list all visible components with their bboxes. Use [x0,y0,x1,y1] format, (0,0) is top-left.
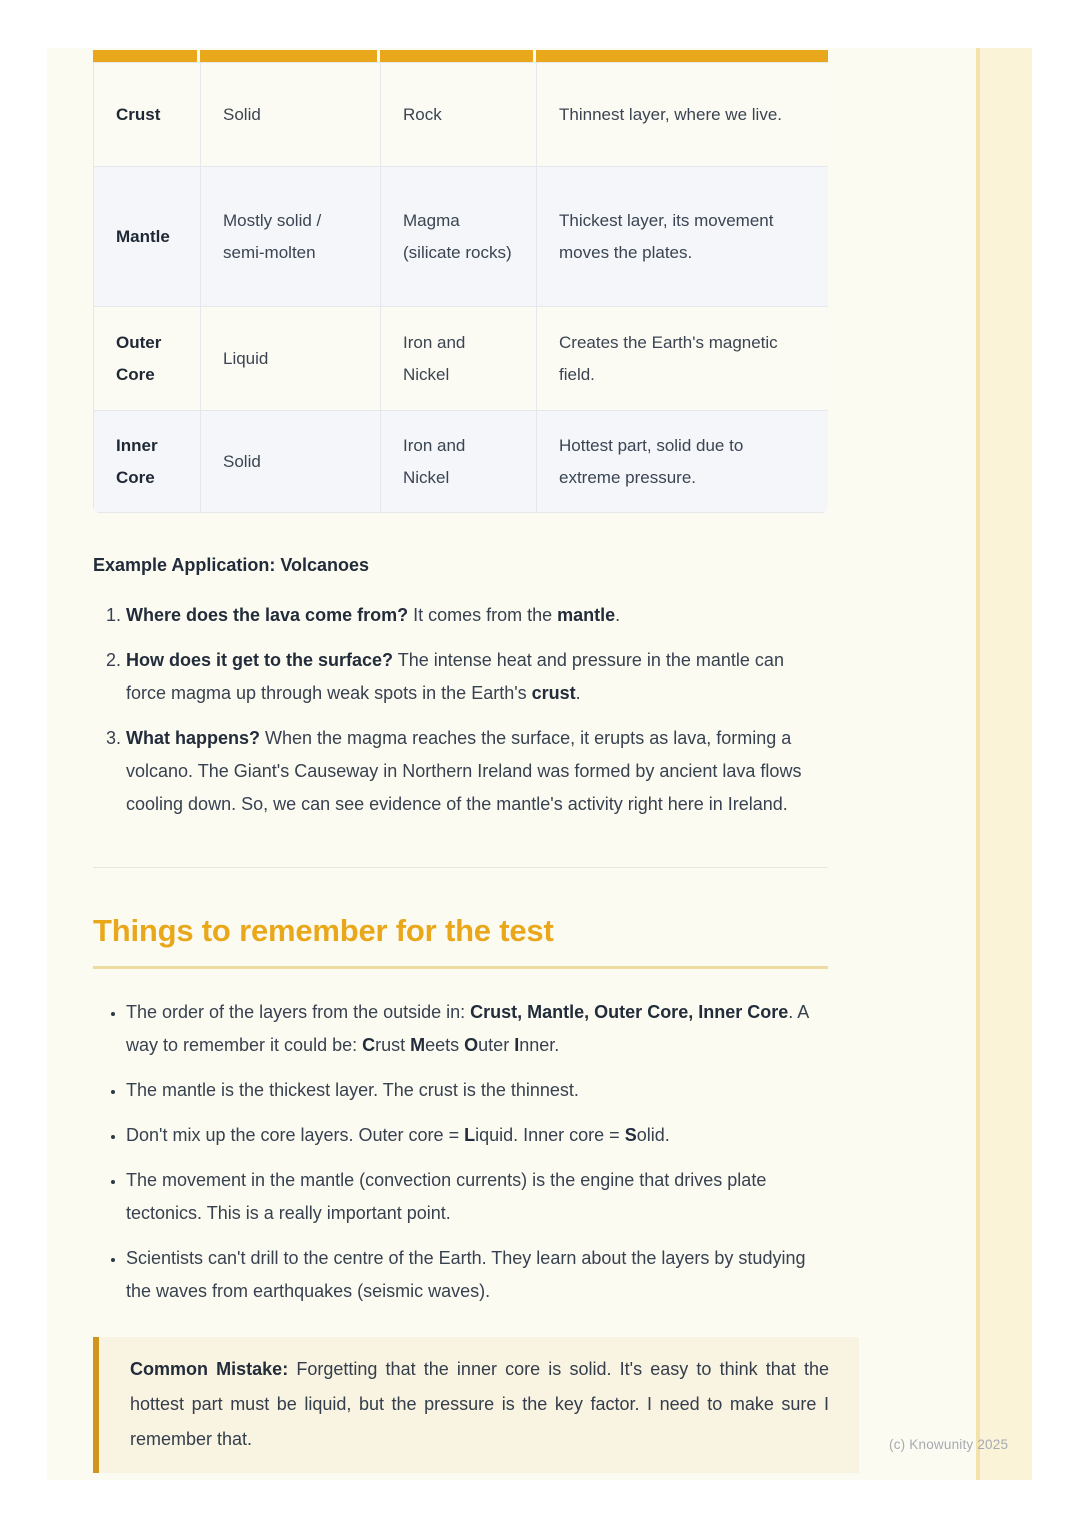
notes-page [47,48,1032,1480]
section-divider [93,867,828,868]
table-row [94,411,829,513]
composition-cell: Rock [381,63,537,167]
text: uter [478,1035,515,1055]
text: . [575,683,581,703]
description-cell: Thickest layer, its movement moves the plates. [537,167,829,307]
text: The order of the layers from the outside in: [126,1002,471,1022]
example-ordered-list [93,599,828,821]
composition-cell: Magma (silicate rocks) [381,167,537,307]
bold-text: S [624,1125,637,1145]
reminder-list-item [126,1074,828,1107]
state-cell: Solid [201,411,381,513]
table-top-bar-segment [93,50,197,62]
text: nner. [519,1035,560,1055]
layers-table-grid [93,62,828,513]
bold-text: M [410,1035,426,1055]
reminder-list-item [126,1242,828,1308]
reminder-list-item [126,996,828,1062]
example-list-item [126,599,828,632]
text: rust [375,1035,411,1055]
bold-text: I [514,1035,520,1055]
example-application-heading: Example Application: Volcanoes [93,555,370,575]
table-top-bar-segment [200,50,377,62]
text: iquid. Inner core = [475,1125,625,1145]
text: It comes from the [408,605,558,625]
bold-text: How does it get to the surface? [126,650,394,670]
text: The movement in the mantle (convection currents) is the engine that drives plate tectonics. This is a really important point. [126,1170,767,1223]
table-top-bar [93,50,828,62]
bold-text: Crust, Mantle, Outer Core, Inner Core [470,1002,789,1022]
reminders-bullet-list [93,996,828,1308]
state-cell: Mostly solid / semi-molten [201,167,381,307]
page-content [93,48,828,1473]
state-cell: Solid [201,63,381,167]
text: The mantle is the thickest layer. The crust is the thinnest. [126,1080,579,1100]
layer-name-cell: Outer Core [94,307,201,411]
text: Forgetting that the inner core is solid. It's easy to think that the hottest part must be liquid, but the pressure is the key factor. I need to make sure I remember that. [130,1359,829,1449]
description-cell: Thinnest layer, where we live. [537,63,829,167]
description-cell: Hottest part, solid due to extreme pressure. [537,411,829,513]
page-right-margin-strip [976,48,1032,1480]
callout-text [130,1352,829,1457]
copyright-watermark: (c) Knowunity 2025 [889,1437,1009,1452]
bold-text: O [464,1035,479,1055]
text: olid. [636,1125,670,1145]
layer-name-cell: Crust [94,63,201,167]
example-list-item [126,722,828,821]
bold-text: Common Mistake: [130,1359,289,1379]
reminder-list-item [126,1119,828,1152]
text: . [615,605,621,625]
text: Scientists can't drill to the centre of the Earth. They learn about the layers by studying the waves from earthquakes (seismic waves). [126,1248,806,1301]
layer-name-cell: Mantle [94,167,201,307]
layers-table-body [94,63,829,513]
bold-text: Where does the lava come from? [126,605,409,625]
composition-cell: Iron and Nickel [381,411,537,513]
state-cell: Liquid [201,307,381,411]
bold-text: crust [531,683,576,703]
composition-cell: Iron and Nickel [381,307,537,411]
text: Don't mix up the core layers. Outer core = [126,1125,465,1145]
table-top-bar-segment [536,50,828,62]
heading-underline-rule [93,966,828,969]
table-row [94,63,829,167]
reminders-heading: Things to remember for the test [93,913,554,948]
bold-text: C [362,1035,376,1055]
layer-name-cell: Inner Core [94,411,201,513]
bold-text: What happens? [126,728,260,748]
description-cell: Creates the Earth's magnetic field. [537,307,829,411]
text: When the magma reaches the surface, it erupts as lava, forming a volcano. The Giant's Causeway in Northern Ireland was formed by ancient lava flows cooling down. So, we can see evidence of the mantle's activity right here in Ireland. [126,728,802,814]
text: . A way to remember it could be: [126,1002,809,1055]
table-top-bar-segment [380,50,533,62]
text: eets [425,1035,465,1055]
reminder-list-item [126,1164,828,1230]
example-list-item [126,644,828,710]
table-row [94,167,829,307]
layers-table [93,50,828,513]
table-row [94,307,829,411]
bold-text: L [464,1125,476,1145]
text: The intense heat and pressure in the mantle can force magma up through weak spots in the Earth's [126,650,784,703]
bold-text: mantle [557,605,616,625]
common-mistake-callout [93,1337,859,1473]
